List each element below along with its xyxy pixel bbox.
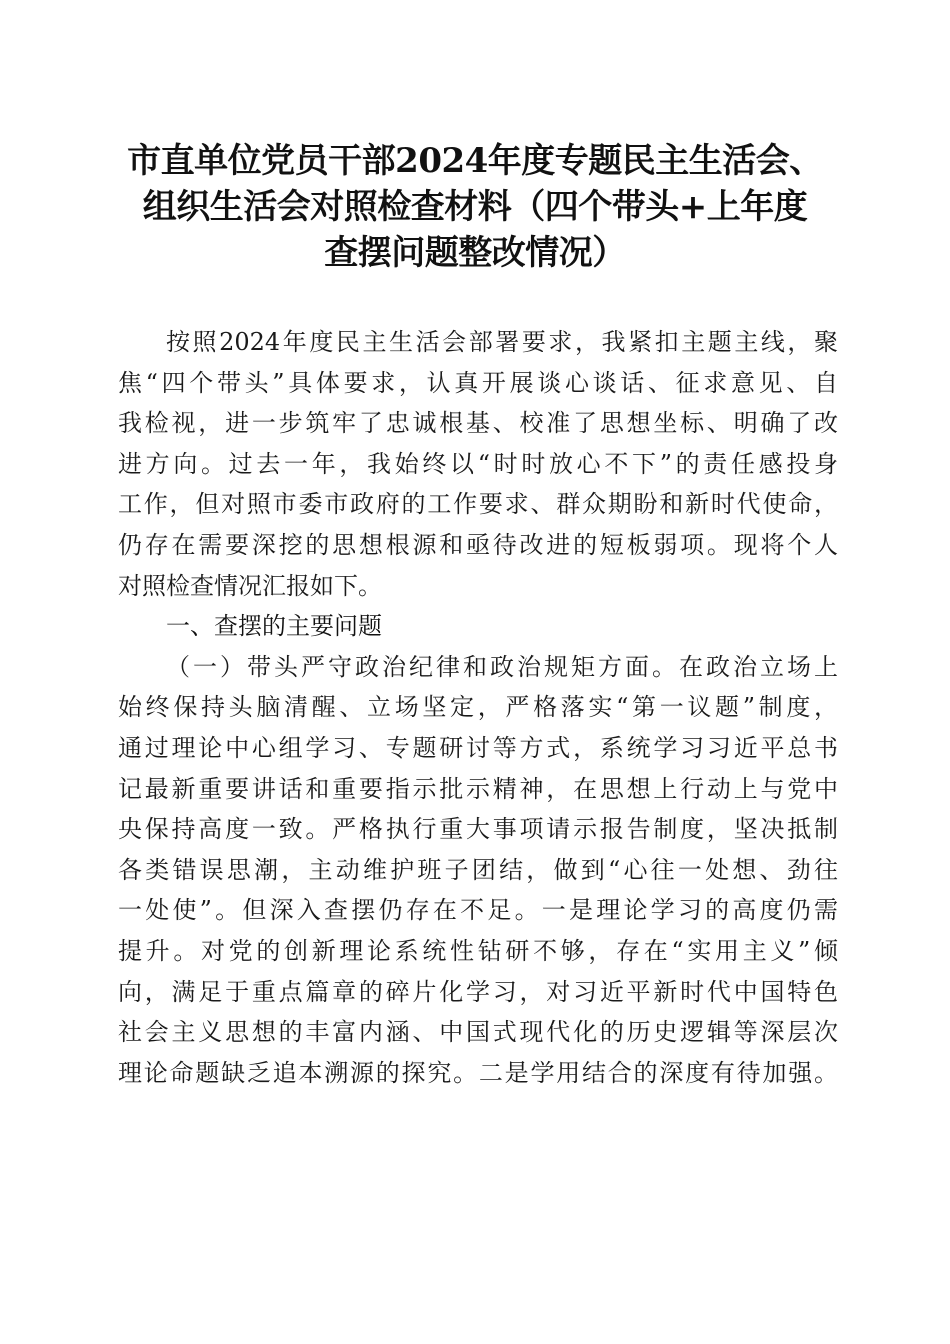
- intro-line: 仍存在需要深挖的思想根源和亟待改进的短板弱项。现将个人: [118, 530, 838, 559]
- subsection-line: 提升。对党的创新理论系统性钻研不够，存在“实用主义”倾: [118, 936, 838, 965]
- subsection-first-line: [118, 647, 838, 688]
- intro-line: 进方向。过去一年，我始终以“时时放心不下”的责任感投身: [118, 449, 838, 478]
- subsection-line: 记最新重要讲话和重要指示批示精神，在思想上行动上与党中: [118, 774, 838, 803]
- intro-line: 我检视，进一步筑牢了忠诚根基、校准了思想坐标、明确了改: [118, 409, 838, 438]
- subsection-line: 各类错误思潮，主动维护班子团结，做到“心往一处想、劲往: [118, 855, 838, 884]
- title-line-1: 市直单位党员干部2024年度专题民主生活会、: [127, 141, 823, 181]
- subsection-line: 央保持高度一致。严格执行重大事项请示报告制度，坚决抵制: [118, 815, 838, 844]
- section-heading: 一、查摆的主要问题: [166, 612, 382, 641]
- subsection-line: 始终保持头脑清醒、立场坚定，严格落实“第一议题”制度，: [118, 693, 838, 722]
- subsection-line: 理论命题缺乏追本溯源的探究。二是学用结合的深度有待加强。: [118, 1058, 838, 1087]
- intro-line: 工作，但对照市委市政府的工作要求、群众期盼和新时代使命，: [118, 490, 838, 519]
- subsection-line: 通过理论中心组学习、专题研讨等方式，系统学习习近平总书: [118, 733, 838, 762]
- subsection-first-line-rest: 在政治立场上: [679, 652, 838, 681]
- intro-line: 按照2024年度民主生活会部署要求，我紧扣主题主线，聚: [166, 328, 838, 356]
- intro-line: 焦“四个带头”具体要求，认真开展谈心谈话、征求意见、自: [118, 368, 838, 397]
- document-title: [100, 138, 850, 276]
- subsection-heading: （一）带头严守政治纪律和政治规矩方面。: [166, 652, 679, 681]
- subsection-line: 一处使”。但深入查摆仍存在不足。一是理论学习的高度仍需: [118, 896, 838, 925]
- title-line-2: 组织生活会对照检查材料（四个带头+上年度: [142, 187, 808, 227]
- subsection-line: 社会主义思想的丰富内涵、中国式现代化的历史逻辑等深层次: [118, 1018, 838, 1047]
- intro-line: 对照检查情况汇报如下。: [118, 571, 382, 600]
- title-line-3: 查摆问题整改情况）: [324, 233, 626, 273]
- subsection-line: 向，满足于重点篇章的碎片化学习，对习近平新时代中国特色: [118, 977, 838, 1006]
- document-body: [118, 322, 838, 1093]
